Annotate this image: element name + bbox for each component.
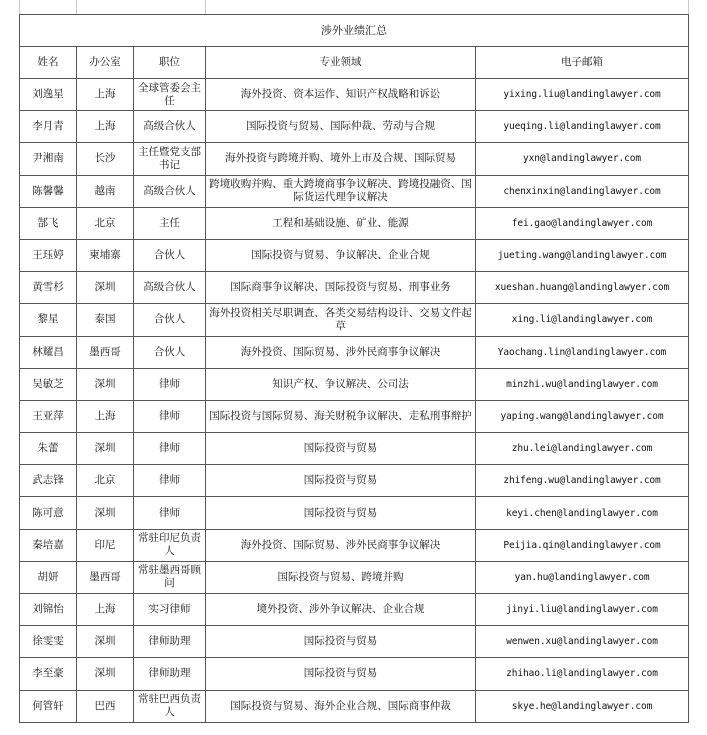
table-row bbox=[20, 594, 689, 626]
cell-office: 北京 bbox=[77, 465, 134, 497]
cell-position: 律师 bbox=[134, 400, 206, 432]
table-row bbox=[20, 626, 689, 658]
cell-position: 律师 bbox=[134, 368, 206, 400]
cell-email: Yaochang.lin@landinglawyer.com bbox=[476, 336, 689, 368]
cell-email: wenwen.xu@landinglawyer.com bbox=[476, 626, 689, 658]
cell-position: 合伙人 bbox=[134, 239, 206, 271]
cell-name: 秦培嘉 bbox=[20, 529, 77, 561]
table-row bbox=[20, 304, 689, 336]
cell-office: 上海 bbox=[77, 111, 134, 143]
cell-practice-area: 工程和基础设施、矿业、能源 bbox=[206, 207, 476, 239]
cell-name: 何管轩 bbox=[20, 690, 77, 722]
header-position: 职位 bbox=[134, 47, 206, 79]
cell-name: 李月青 bbox=[20, 111, 77, 143]
cell-office: 深圳 bbox=[77, 497, 134, 529]
cell-email: yixing.liu@landinglawyer.com bbox=[476, 79, 689, 111]
cell-practice-area: 国际投资与贸易 bbox=[206, 626, 476, 658]
cell-email: zhu.lei@landinglawyer.com bbox=[476, 433, 689, 465]
table-row bbox=[20, 111, 689, 143]
cell-practice-area: 国际投资与贸易 bbox=[206, 465, 476, 497]
cell-email: zhifeng.wu@landinglawyer.com bbox=[476, 465, 689, 497]
table-row bbox=[20, 272, 689, 304]
cell-name: 朱蕾 bbox=[20, 433, 77, 465]
table-row bbox=[20, 497, 689, 529]
cell-position: 实习律师 bbox=[134, 594, 206, 626]
cell-office: 深圳 bbox=[77, 433, 134, 465]
cell-position: 律师 bbox=[134, 433, 206, 465]
table-row bbox=[20, 368, 689, 400]
table-title: 涉外业绩汇总 bbox=[20, 15, 689, 47]
cell-position: 主任 bbox=[134, 207, 206, 239]
cell-practice-area: 国际投资与贸易 bbox=[206, 497, 476, 529]
cell-practice-area: 国际投资与贸易、跨境并购 bbox=[206, 561, 476, 593]
cell-position: 高级合伙人 bbox=[134, 111, 206, 143]
cell-office: 上海 bbox=[77, 79, 134, 111]
header-office: 办公室 bbox=[77, 47, 134, 79]
table-row bbox=[20, 79, 689, 111]
cell-position: 合伙人 bbox=[134, 304, 206, 336]
cell-practice-area: 境外投资、涉外争议解决、企业合规 bbox=[206, 594, 476, 626]
cell-practice-area: 国际投资与贸易 bbox=[206, 433, 476, 465]
gridline bbox=[688, 0, 689, 14]
cell-email: yan.hu@landinglawyer.com bbox=[476, 561, 689, 593]
table-row bbox=[20, 400, 689, 432]
cell-office: 北京 bbox=[77, 207, 134, 239]
header-email: 电子邮箱 bbox=[476, 47, 689, 79]
cell-name: 徐雯雯 bbox=[20, 626, 77, 658]
cell-office: 上海 bbox=[77, 594, 134, 626]
cell-practice-area: 知识产权、争议解决、公司法 bbox=[206, 368, 476, 400]
table-row bbox=[20, 143, 689, 175]
cell-office: 墨西哥 bbox=[77, 561, 134, 593]
cell-office: 深圳 bbox=[77, 368, 134, 400]
cell-office: 深圳 bbox=[77, 272, 134, 304]
cell-email: jinyi.liu@landinglawyer.com bbox=[476, 594, 689, 626]
cell-practice-area: 海外投资相关尽职调查、各类交易结构设计、交易文件起草 bbox=[206, 304, 476, 336]
cell-office: 柬埔寨 bbox=[77, 239, 134, 271]
table-row bbox=[20, 175, 689, 207]
cell-email: Peijia.qin@landinglawyer.com bbox=[476, 529, 689, 561]
table-row bbox=[20, 690, 689, 722]
cell-practice-area: 跨境收购并购、重大跨境商事争议解决、跨境投融资、国际货运代理争议解决 bbox=[206, 175, 476, 207]
cell-email: yxn@landinglawyer.com bbox=[476, 143, 689, 175]
cell-name: 林耀昌 bbox=[20, 336, 77, 368]
cell-name: 李至豪 bbox=[20, 658, 77, 690]
cell-practice-area: 国际商事争议解决、国际投资与贸易、刑事业务 bbox=[206, 272, 476, 304]
gridline bbox=[19, 0, 20, 14]
gridline bbox=[76, 0, 77, 14]
cell-position: 常驻印尼负责人 bbox=[134, 529, 206, 561]
cell-name: 刘逸星 bbox=[20, 79, 77, 111]
cell-practice-area: 国际投资与国际贸易、海关财税争议解决、走私刑事辩护 bbox=[206, 400, 476, 432]
cell-position: 常驻巴西负责人 bbox=[134, 690, 206, 722]
cell-practice-area: 海外投资、国际贸易、涉外民商事争议解决 bbox=[206, 336, 476, 368]
table-row bbox=[20, 336, 689, 368]
cell-name: 王亚萍 bbox=[20, 400, 77, 432]
cell-email: chenxinxin@landinglawyer.com bbox=[476, 175, 689, 207]
table-row bbox=[20, 561, 689, 593]
cell-office: 印尼 bbox=[77, 529, 134, 561]
cell-position: 高级合伙人 bbox=[134, 272, 206, 304]
cell-email: skye.he@landinglawyer.com bbox=[476, 690, 689, 722]
table-row bbox=[20, 529, 689, 561]
table-row bbox=[20, 207, 689, 239]
table-row bbox=[20, 239, 689, 271]
cell-practice-area: 国际投资与贸易 bbox=[206, 658, 476, 690]
cell-email: xing.li@landinglawyer.com bbox=[476, 304, 689, 336]
cell-name: 王珏婷 bbox=[20, 239, 77, 271]
header-name: 姓名 bbox=[20, 47, 77, 79]
cell-email: jueting.wang@landinglawyer.com bbox=[476, 239, 689, 271]
cell-email: zhihao.li@landinglawyer.com bbox=[476, 658, 689, 690]
cell-practice-area: 国际投资与贸易、国际仲裁、劳动与合规 bbox=[206, 111, 476, 143]
cell-name: 黎星 bbox=[20, 304, 77, 336]
cell-practice-area: 国际投资与贸易、海外企业合规、国际商事仲裁 bbox=[206, 690, 476, 722]
cell-email: yaping.wang@landinglawyer.com bbox=[476, 400, 689, 432]
header-practice-area: 专业领域 bbox=[206, 47, 476, 79]
cell-position: 律师 bbox=[134, 497, 206, 529]
cell-email: fei.gao@landinglawyer.com bbox=[476, 207, 689, 239]
cell-position: 高级合伙人 bbox=[134, 175, 206, 207]
cell-name: 吴敏芝 bbox=[20, 368, 77, 400]
cell-position: 律师 bbox=[134, 465, 206, 497]
cell-office: 上海 bbox=[77, 400, 134, 432]
cell-position: 主任暨党支部书记 bbox=[134, 143, 206, 175]
cell-email: minzhi.wu@landinglawyer.com bbox=[476, 368, 689, 400]
cell-name: 尹湘南 bbox=[20, 143, 77, 175]
cell-name: 陈可意 bbox=[20, 497, 77, 529]
cell-office: 长沙 bbox=[77, 143, 134, 175]
cell-position: 常驻墨西哥顾问 bbox=[134, 561, 206, 593]
cell-email: xueshan.huang@landinglawyer.com bbox=[476, 272, 689, 304]
cell-name: 陈馨馨 bbox=[20, 175, 77, 207]
cell-practice-area: 海外投资、国际贸易、涉外民商事争议解决 bbox=[206, 529, 476, 561]
cell-email: keyi.chen@landinglawyer.com bbox=[476, 497, 689, 529]
summary-table bbox=[19, 14, 689, 723]
table-row bbox=[20, 465, 689, 497]
cell-office: 深圳 bbox=[77, 658, 134, 690]
table-row bbox=[20, 658, 689, 690]
cell-position: 律师助理 bbox=[134, 626, 206, 658]
cell-name: 胡妍 bbox=[20, 561, 77, 593]
header-row bbox=[20, 47, 689, 79]
table-row bbox=[20, 433, 689, 465]
cell-office: 越南 bbox=[77, 175, 134, 207]
cell-position: 全球管委会主任 bbox=[134, 79, 206, 111]
cell-office: 泰国 bbox=[77, 304, 134, 336]
gridline bbox=[205, 0, 206, 14]
cell-name: 武志锋 bbox=[20, 465, 77, 497]
cell-practice-area: 国际投资与贸易、争议解决、企业合规 bbox=[206, 239, 476, 271]
top-gridline-strip bbox=[0, 0, 707, 14]
cell-practice-area: 海外投资与跨境并购、境外上市及合规、国际贸易 bbox=[206, 143, 476, 175]
cell-name: 郜飞 bbox=[20, 207, 77, 239]
cell-office: 巴西 bbox=[77, 690, 134, 722]
cell-name: 刘锦怡 bbox=[20, 594, 77, 626]
cell-position: 合伙人 bbox=[134, 336, 206, 368]
cell-office: 墨西哥 bbox=[77, 336, 134, 368]
cell-name: 黄雪杉 bbox=[20, 272, 77, 304]
cell-email: yueqing.li@landinglawyer.com bbox=[476, 111, 689, 143]
cell-office: 深圳 bbox=[77, 626, 134, 658]
cell-position: 律师助理 bbox=[134, 658, 206, 690]
cell-practice-area: 海外投资、资本运作、知识产权战略和诉讼 bbox=[206, 79, 476, 111]
